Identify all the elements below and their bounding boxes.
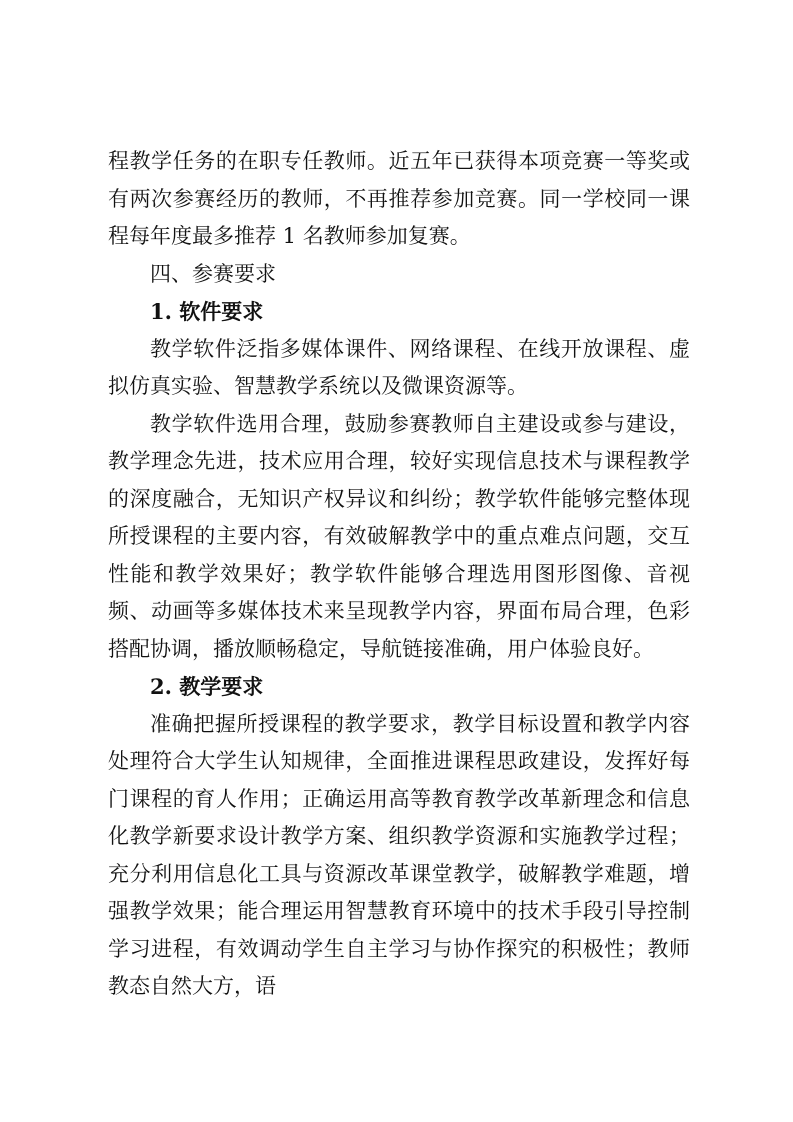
section-heading-requirements: 四、参赛要求 [150,261,276,286]
continuation-paragraph: 程教学任务的在职专任教师。近五年已获得本项竞赛一等奖或有两次参赛经历的教师，不再推荐参加竞赛。同一学校同一课程每年度最多推荐 1 名教师参加复赛。 [108,149,690,248]
subheading-software-requirements: 1. 软件要求 [150,299,264,324]
software-definition-paragraph: 教学软件泛指多媒体课件、网络课程、在线开放课程、虚拟仿真实验、智慧教学系统以及微课资源等。 [108,336,690,398]
software-criteria-paragraph: 教学软件选用合理，鼓励参赛教师自主建设或参与建设，教学理念先进，技术应用合理，较好实现信息技术与课程教学的深度融合，无知识产权异议和纠纷；教学软件能够完整体现所授课程的主要内容，有效破解教学中的重点难点问题，交互性能和教学效果好；教学软件能够合理选用图形图像、音视频、动画等多媒体技术来呈现教学内容，界面布局合理，色彩搭配协调，播放顺畅稳定，导航链接准确，用户体验良好。 [108,411,690,661]
subheading-teaching-requirements: 2. 教学要求 [150,674,264,699]
teaching-criteria-paragraph: 准确把握所授课程的教学要求，教学目标设置和教学内容处理符合大学生认知规律，全面推进课程思政建设，发挥好每门课程的育人作用；正确运用高等教育教学改革新理念和信息化教学新要求设计教学方案、组织教学资源和实施教学过程；充分利用信息化工具与资源改革课堂教学，破解教学难题，增强教学效果；能合理运用智慧教育环境中的技术手段引导控制学习进程，有效调动学生自主学习与协作探究的积极性；教师教态自然大方，语 [108,711,690,998]
document-body [108,143,690,1006]
